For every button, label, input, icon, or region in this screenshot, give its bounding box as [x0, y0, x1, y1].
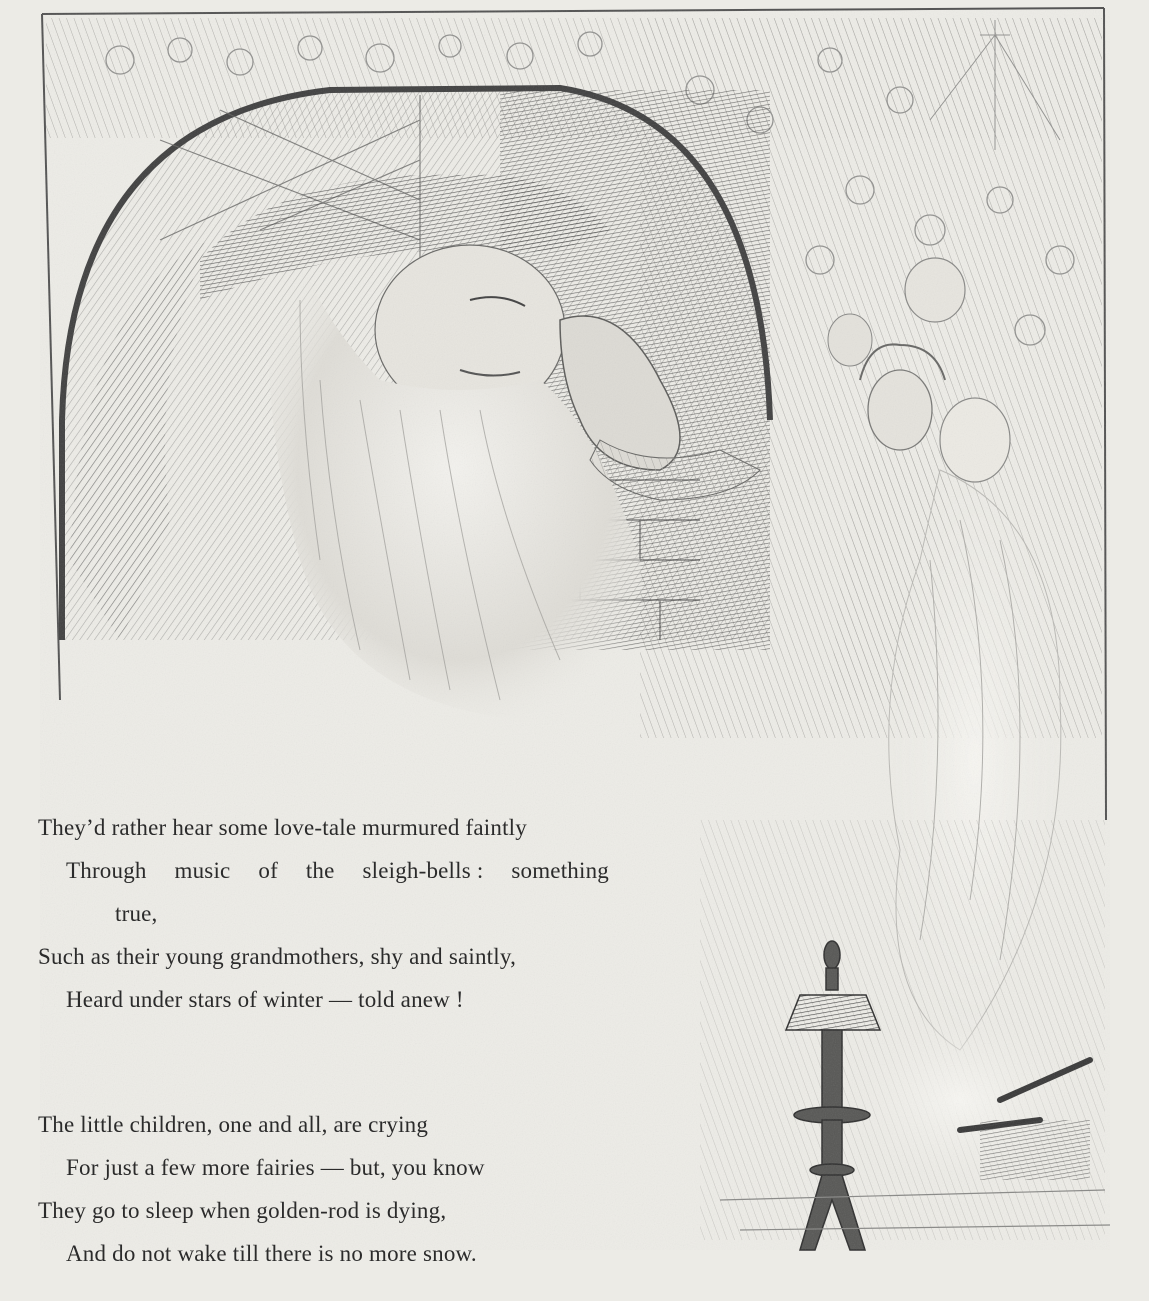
stanza1-line-1: They’d rather hear some love-tale murmured faintly	[38, 815, 527, 840]
stanza2-line-1: The little children, one and all, are crying	[38, 1112, 429, 1137]
stanza1-line-2-word: something	[511, 858, 609, 883]
stanza-1	[38, 806, 638, 1021]
stanza2-line-2: For just a few more fairies — but, you know	[66, 1155, 485, 1180]
stanza1-line-2-word: sleigh-bells :	[362, 858, 484, 883]
stanza1-line-2-word: music	[174, 858, 231, 883]
stanza1-line-2-word: the	[305, 858, 335, 883]
stanza1-line-3: true,	[115, 901, 158, 926]
stanza2-line-4: And do not wake till there is no more snow.	[66, 1241, 477, 1266]
stanza1-line-2	[38, 849, 609, 892]
stanza1-line-2-word: of	[258, 858, 278, 883]
stanza1-line-4: Such as their young grandmothers, shy and saintly,	[38, 944, 517, 969]
stanza-2	[38, 1103, 638, 1275]
stanza2-line-3: They go to sleep when golden-rod is dying,	[38, 1198, 447, 1223]
stanza1-line-2-word: Through	[66, 858, 147, 883]
stanza1-line-5: Heard under stars of winter — told anew !	[66, 987, 464, 1012]
